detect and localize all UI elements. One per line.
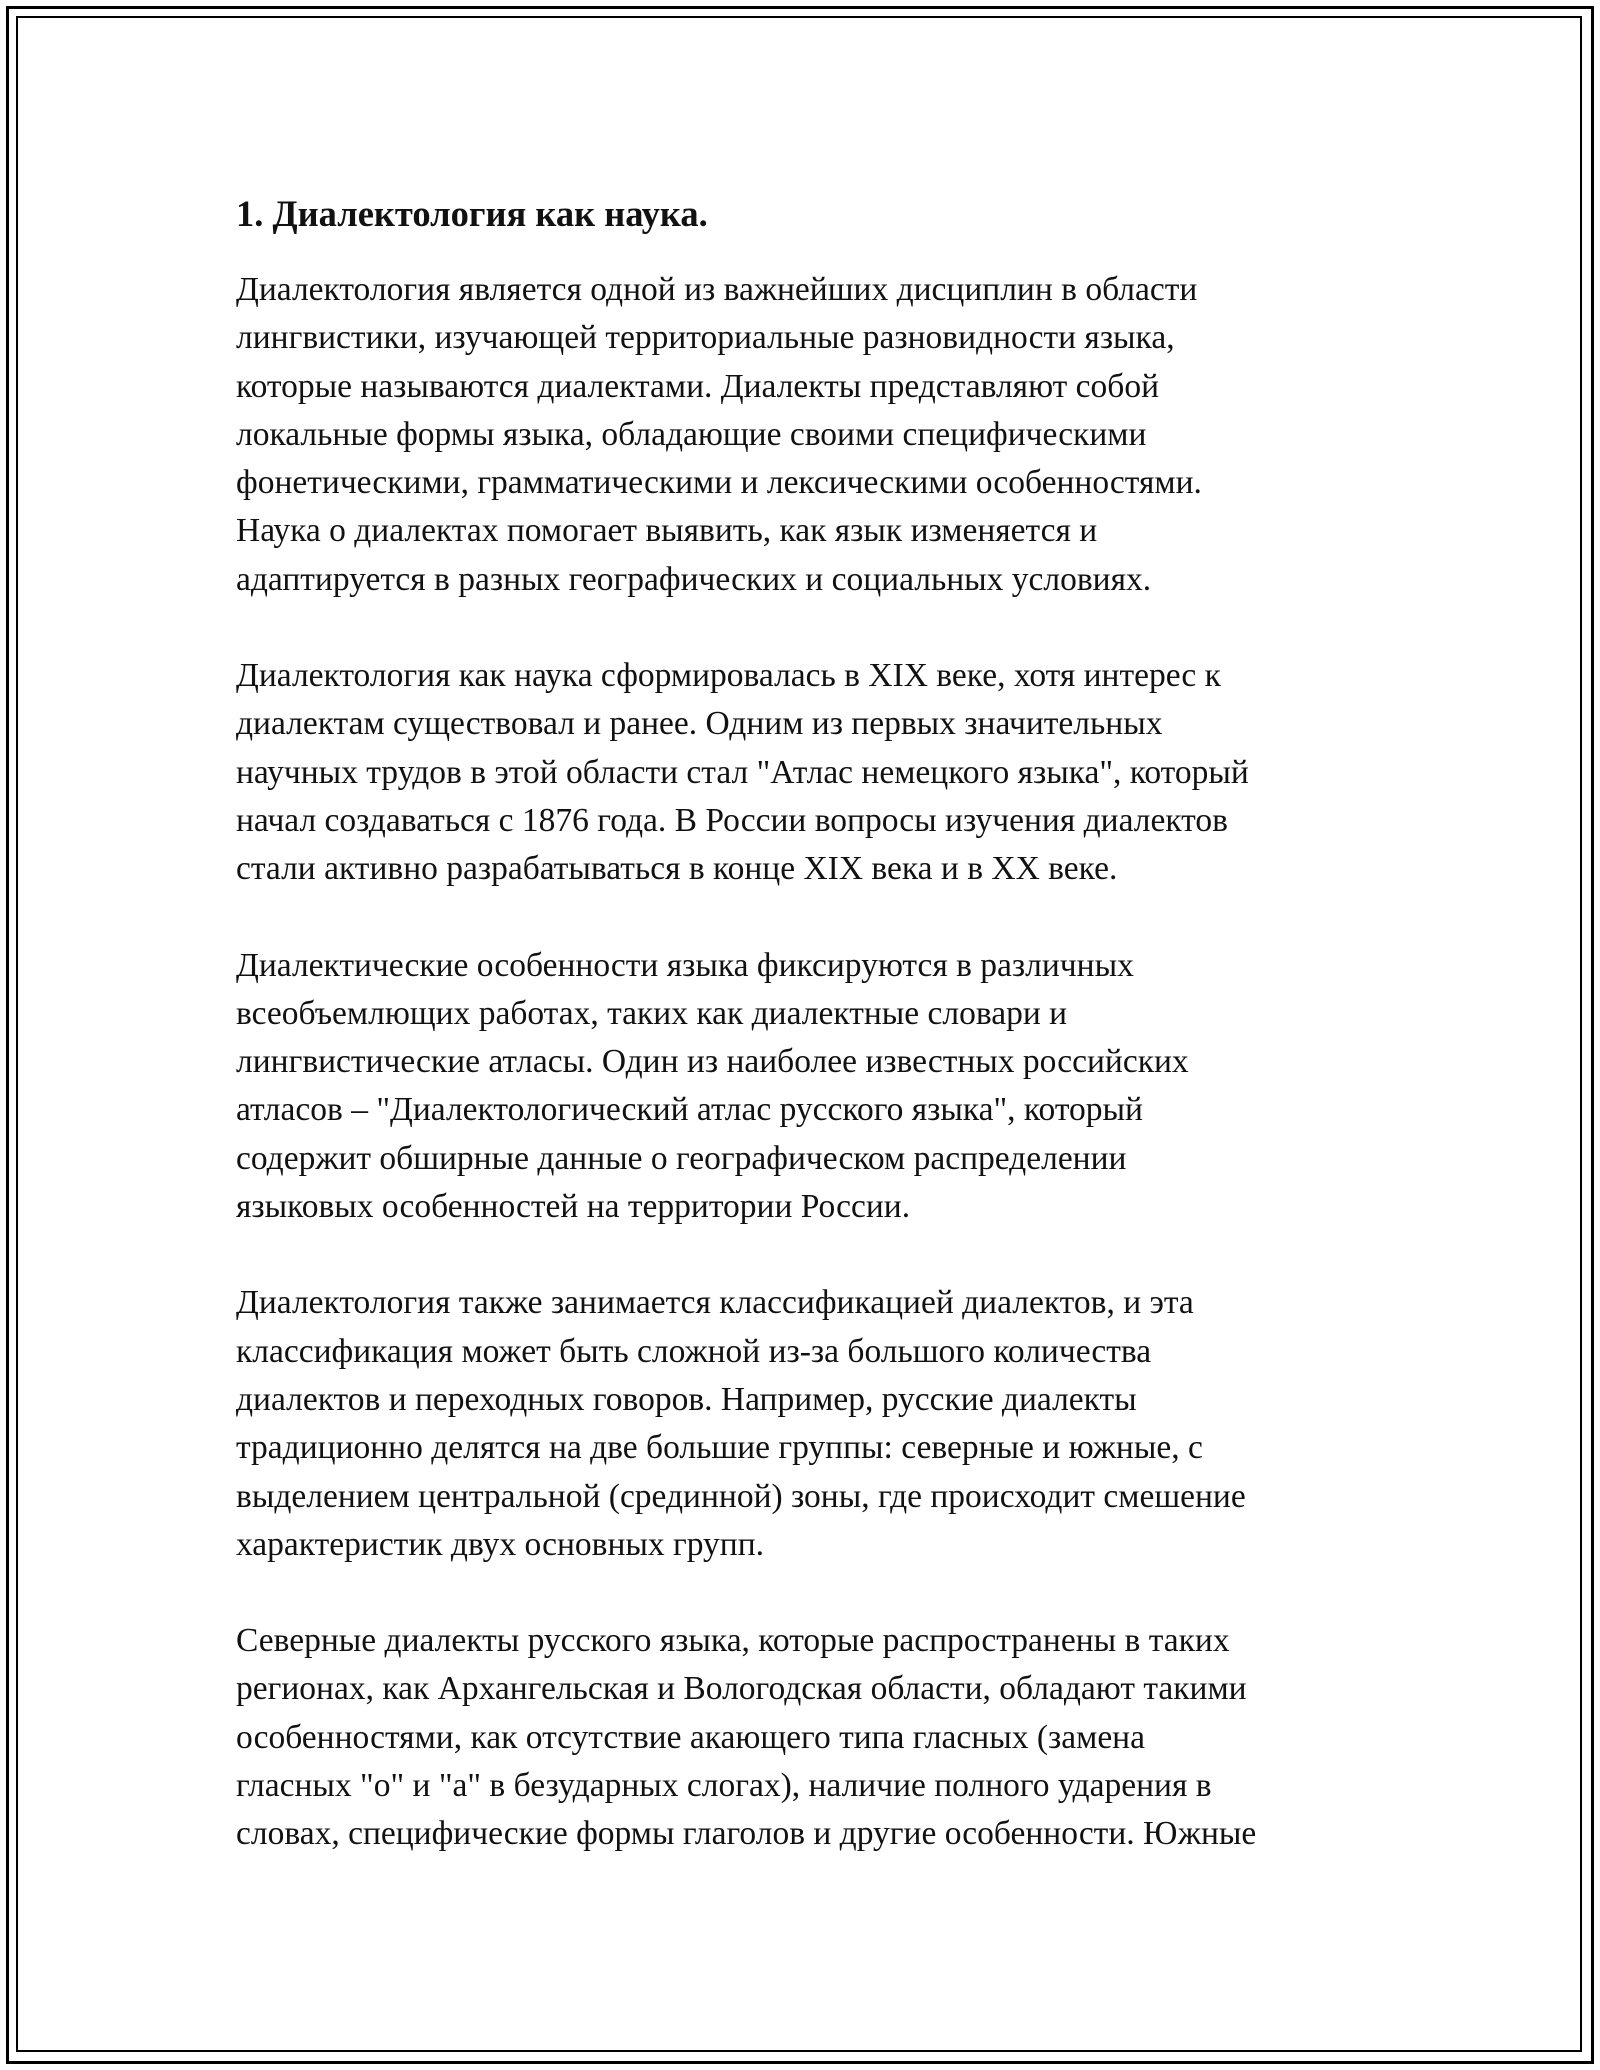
text-line: стали активно разрабатываться в конце XIX века и в XX веке.: [236, 850, 1118, 888]
document-body: [236, 186, 1366, 1907]
text-line: фонетическими, грамматическими и лексическими особенностями.: [236, 464, 1202, 502]
paragraph: [236, 1279, 1366, 1569]
text-line: лингвистики, изучающей территориальные разновидности языка,: [236, 319, 1175, 357]
text-line: Наука о диалектах помогает выявить, как язык изменяется и: [236, 512, 1098, 550]
section-heading: 1. Диалектология как наука.: [236, 193, 708, 234]
text-line: Диалектология также занимается классификацией диалектов, и эта: [236, 1284, 1194, 1322]
text-line: словах, специфические формы глаголов и другие особенности. Южные: [236, 1815, 1257, 1853]
text-line: Диалектология как наука сформировалась в XIX веке, хотя интерес к: [236, 657, 1221, 695]
text-line: выделением центральной (срединной) зоны, где происходит смешение: [236, 1477, 1246, 1515]
text-line: локальные формы языка, обладающие своими специфическими: [236, 415, 1147, 453]
text-line: диалектов и переходных говоров. Например, русские диалекты: [236, 1380, 1137, 1418]
text-line: научных трудов в этой области стал "Атлас немецкого языка", который: [236, 753, 1249, 791]
text-line: содержит обширные данные о географическом распределении: [236, 1139, 1127, 1177]
text-line: начал создаваться с 1876 года. В России вопросы изучения диалектов: [236, 801, 1228, 839]
paragraph-list: [236, 266, 1366, 1859]
paragraph: [236, 266, 1366, 604]
text-line: Северные диалекты русского языка, которые распространены в таких: [236, 1622, 1230, 1660]
text-line: классификация может быть сложной из-за большого количества: [236, 1332, 1152, 1370]
text-line: лингвистические атласы. Один из наиболее известных российских: [236, 1043, 1189, 1081]
text-line: языковых особенностей на территории России.: [236, 1188, 911, 1226]
text-line: регионах, как Архангельская и Вологодская области, обладают такими: [236, 1670, 1247, 1708]
text-line: которые называются диалектами. Диалекты представляют собой: [236, 367, 1160, 405]
text-line: особенностями, как отсутствие акающего типа гласных (замена: [236, 1718, 1145, 1756]
text-line: гласных "о" и "а" в безударных слогах), наличие полного ударения в: [236, 1767, 1212, 1805]
paragraph: [236, 1617, 1366, 1858]
text-line: всеобъемлющих работах, таких как диалектные словари и: [236, 994, 1068, 1032]
text-line: Диалектические особенности языка фиксируются в различных: [236, 946, 1134, 984]
text-line: Диалектология является одной из важнейших дисциплин в области: [236, 271, 1198, 308]
paragraph: [236, 652, 1366, 893]
text-line: адаптируется в разных географических и социальных условиях.: [236, 560, 1152, 598]
text-line: диалектам существовал и ранее. Одним из первых значительных: [236, 705, 1163, 743]
text-line: традиционно делятся на две большие группы: северные и южные, с: [236, 1429, 1203, 1467]
text-line: атласов – "Диалектологический атлас русского языка", который: [236, 1091, 1143, 1129]
paragraph: [236, 942, 1366, 1232]
text-line: характеристик двух основных групп.: [236, 1525, 765, 1563]
